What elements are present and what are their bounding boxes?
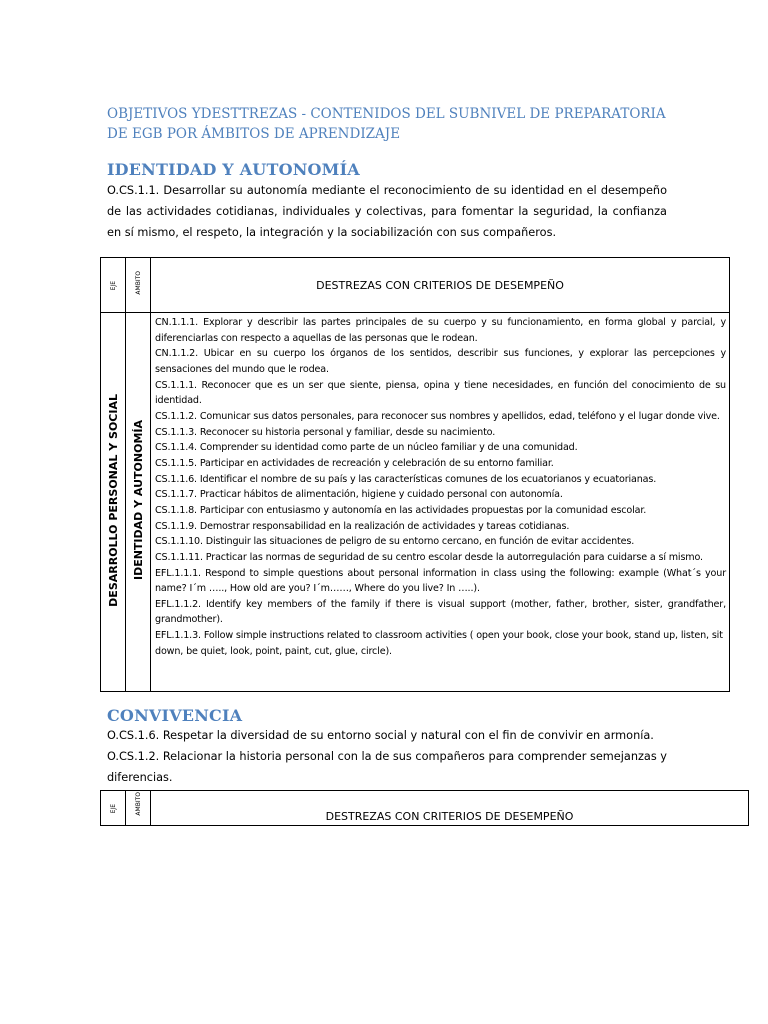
header-eje: EJE [101,791,126,826]
destreza-item: CN.1.1.2. Ubicar en su cuerpo los órganos de los sentidos, describir sus funciones, y explorar las percepciones y sensaciones del mundo que le rodea. [155,348,726,375]
section-heading-identidad: IDENTIDAD Y AUTONOMÍA [107,160,360,179]
destrezas-table-identidad [100,257,730,692]
document-title: OBJETIVOS YDESTTREZAS - CONTENIDOS DEL SUBNIVEL DE PREPARATORIA DE EGB POR ÁMBITOS DE APRENDIZAJE [107,106,666,142]
destreza-item: CS.1.1.10. Distinguir las situaciones de peligro de su entorno cercano, en función de evitar accidentes. [155,536,635,548]
table-header-row [101,791,749,826]
header-ambito: ÁMBITO [126,791,151,826]
destreza-item: CN.1.1.1. Explorar y describir las partes principales de su cuerpo y su funcionamiento, en forma global y parcial, y diferenciarlas con respecto a aquellas de las personas que le rodean. [155,317,726,344]
objective-ocs-1-1: O.CS.1.1. Desarrollar su autonomía mediante el reconocimiento de su identidad en el desempeño de las actividades cotidianas, individuales y colectivas, para fomentar la seguridad, la confianza en sí mismo, el respeto, la integración y la sociabilización con sus compañeros. [107,184,667,239]
destreza-item: CS.1.1.11. Practicar las normas de seguridad de su centro escolar desde la autorregulación para cuidarse a sí mismo. [155,551,703,563]
header-destrezas: DESTREZAS CON CRITERIOS DE DESEMPEÑO [151,791,749,826]
destreza-item: EFL.1.1.2. Identify key members of the family if there is visual support (mother, father, brother, sister, grandfather, grandmother). [155,598,726,626]
section-heading-convivencia: CONVIVENCIA [107,706,243,725]
destreza-item: CS.1.1.2. Comunicar sus datos personales, para reconocer sus nombres y apellidos, edad, teléfono y el lugar donde vive. [155,410,720,422]
objective-ocs-1-6: O.CS.1.6. Respetar la diversidad de su entorno social y natural con el fin de convivir en armonía. [107,729,654,742]
destreza-item: CS.1.1.4. Comprender su identidad como parte de un núcleo familiar y de una comunidad. [155,442,578,454]
ambito-value: IDENTIDAD Y AUTONOMÍA [126,313,151,692]
table-body-row [101,313,730,692]
objective-ocs-1-2: O.CS.1.2. Relacionar la historia personal con la de sus compañeros para comprender semejanzas y diferencias. [107,750,667,784]
destreza-item: CS.1.1.3. Reconocer su historia personal y familiar, desde su nacimiento. [155,426,496,438]
header-destrezas: DESTREZAS CON CRITERIOS DE DESEMPEÑO [151,258,730,313]
destrezas-table-convivencia [100,790,749,826]
header-eje: EJE [101,258,126,313]
header-ambito: ÁMBITO [126,258,151,313]
destreza-item: EFL.1.1.3. Follow simple instructions related to classroom activities ( open your book, close your book, stand up, listen, sit down, be quiet, look, point, paint, cut, glue, circle). [155,630,723,657]
destrezas-list [151,313,730,692]
table-header-row [101,258,730,313]
destreza-item: CS.1.1.1. Reconocer que es un ser que siente, piensa, opina y tiene necesidades, en función del conocimiento de su identidad. [155,379,726,407]
destreza-item: CS.1.1.9. Demostrar responsabilidad en la realización de actividades y tareas cotidianas. [155,520,570,532]
destreza-item: CS.1.1.8. Participar con entusiasmo y autonomía en las actividades propuestas por la comunidad escolar. [155,504,647,516]
destreza-item: EFL.1.1.1. Respond to simple questions about personal information in class using the following: example (What´s your name? I´m ….., How old are you? I´m……, Where do you live? In …..). [155,567,726,595]
eje-value: DESARROLLO PERSONAL Y SOCIAL [101,313,126,692]
destreza-item: CS.1.1.7. Practicar hábitos de alimentación, higiene y cuidado personal con autonomía. [155,489,563,501]
destreza-item: CS.1.1.6. Identificar el nombre de su país y las características comunes de los ecuatorianos y ecuatorianas. [155,473,657,485]
destreza-item: CS.1.1.5. Participar en actividades de recreación y celebración de su entorno familiar. [155,457,554,469]
